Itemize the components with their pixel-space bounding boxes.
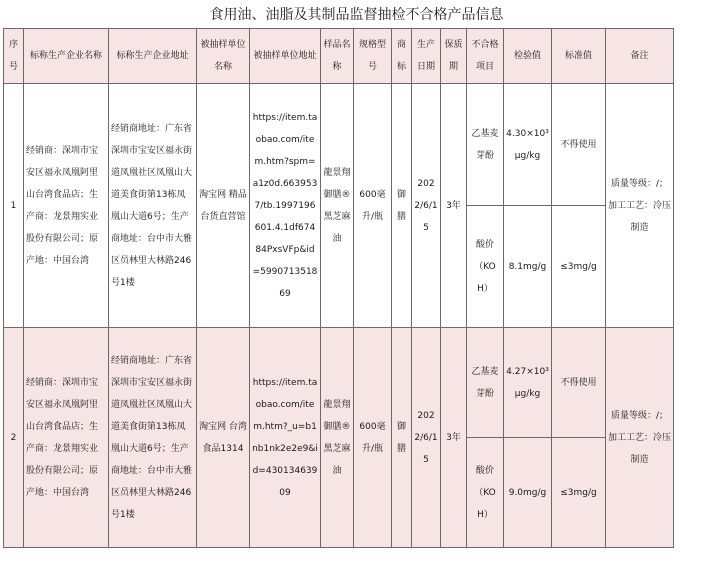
test-value: 8.1mg/g [504, 206, 552, 328]
company-address: 经销商地址：广东省深圳市宝安区福永街道凤凰社区凤凰山大道美食街第13栋凤凰山大道6号；生产商地址：台中市大雅区员林里大林路246号1楼 [109, 328, 197, 548]
brand: 御膳 [392, 328, 412, 548]
company-address: 经销商地址：广东省深圳市宝安区福永街道凤凰社区凤凰山大道美食街第13栋凤凰山大道6号；生产商地址：台中市大雅区员林里大林路246号1楼 [109, 84, 197, 328]
remarks: 质量等级：/；加工工艺：冷压制造 [606, 328, 674, 548]
page-title: 食用油、油脂及其制品监督抽检不合格产品信息 [209, 7, 504, 23]
failed-item: 乙基麦芽酚 [467, 328, 504, 438]
header-cell: 序号 [4, 29, 24, 84]
header-cell: 生产日期 [412, 29, 441, 84]
failed-item: 酸价（KOH） [467, 206, 504, 328]
brand: 御膳 [392, 84, 412, 328]
standard-value: 不得使用 [552, 84, 606, 206]
header-cell: 样品名称 [321, 29, 354, 84]
table-row [4, 328, 674, 438]
production-date: 2022/6/15 [412, 84, 441, 328]
header-cell: 标准值 [552, 29, 606, 84]
header-cell: 检验值 [504, 29, 552, 84]
header-cell: 标称生产企业地址 [109, 29, 197, 84]
standard-value: ≤3mg/g [552, 438, 606, 548]
row-number: 1 [4, 84, 24, 328]
shelf-life: 3年 [441, 84, 467, 328]
sampled-unit-address: https://item.taobao.com/item.htm?_u=b1nb1nk2e2e9&id=43013463909 [250, 328, 321, 548]
sampled-unit-name: 淘宝网 精品台货直营馆 [197, 84, 250, 328]
test-value: 4.30×10³ μg/kg [504, 84, 552, 206]
sample-name: 龍景翔御膳®黑芝麻油 [321, 84, 354, 328]
failed-item: 酸价（KOH） [467, 438, 504, 548]
header-cell: 商标 [392, 29, 412, 84]
header-cell: 保质期 [441, 29, 467, 84]
test-value: 4.27×10³ μg/kg [504, 328, 552, 438]
header-cell: 不合格项目 [467, 29, 504, 84]
header-cell: 规格型号 [354, 29, 392, 84]
inspection-table [3, 28, 674, 548]
standard-value: ≤3mg/g [552, 206, 606, 328]
standard-value: 不得使用 [552, 328, 606, 438]
company-name: 经销商：深圳市宝安区福永凤凰阿里山台湾食品店；生产商：龙景翔实业股份有限公司；原产地：中国台湾 [24, 328, 109, 548]
production-date: 2022/6/15 [412, 328, 441, 548]
shelf-life: 3年 [441, 328, 467, 548]
spec: 600毫升/瓶 [354, 328, 392, 548]
header-cell: 被抽样单位名称 [197, 29, 250, 84]
header-cell: 标称生产企业名称 [24, 29, 109, 84]
header-cell: 备注 [606, 29, 674, 84]
header-row [4, 29, 674, 84]
remarks: 质量等级：/；加工工艺：冷压制造 [606, 84, 674, 328]
sampled-unit-name: 淘宝网 台湾食品1314 [197, 328, 250, 548]
sample-name: 龍景翔御膳®黑芝麻油 [321, 328, 354, 548]
row-number: 2 [4, 328, 24, 548]
spec: 600毫升/瓶 [354, 84, 392, 328]
failed-item: 乙基麦芽酚 [467, 84, 504, 206]
sampled-unit-address: https://item.taobao.com/item.htm?spm=a1z0d.6639537/tb.1997196601.4.1df67484PxsVFp&id=599071351869 [250, 84, 321, 328]
header-cell: 被抽样单位地址 [250, 29, 321, 84]
table-row [4, 84, 674, 206]
company-name: 经销商：深圳市宝安区福永凤凰阿里山台湾食品店；生产商：龙景翔实业股份有限公司；原产地：中国台湾 [24, 84, 109, 328]
test-value: 9.0mg/g [504, 438, 552, 548]
